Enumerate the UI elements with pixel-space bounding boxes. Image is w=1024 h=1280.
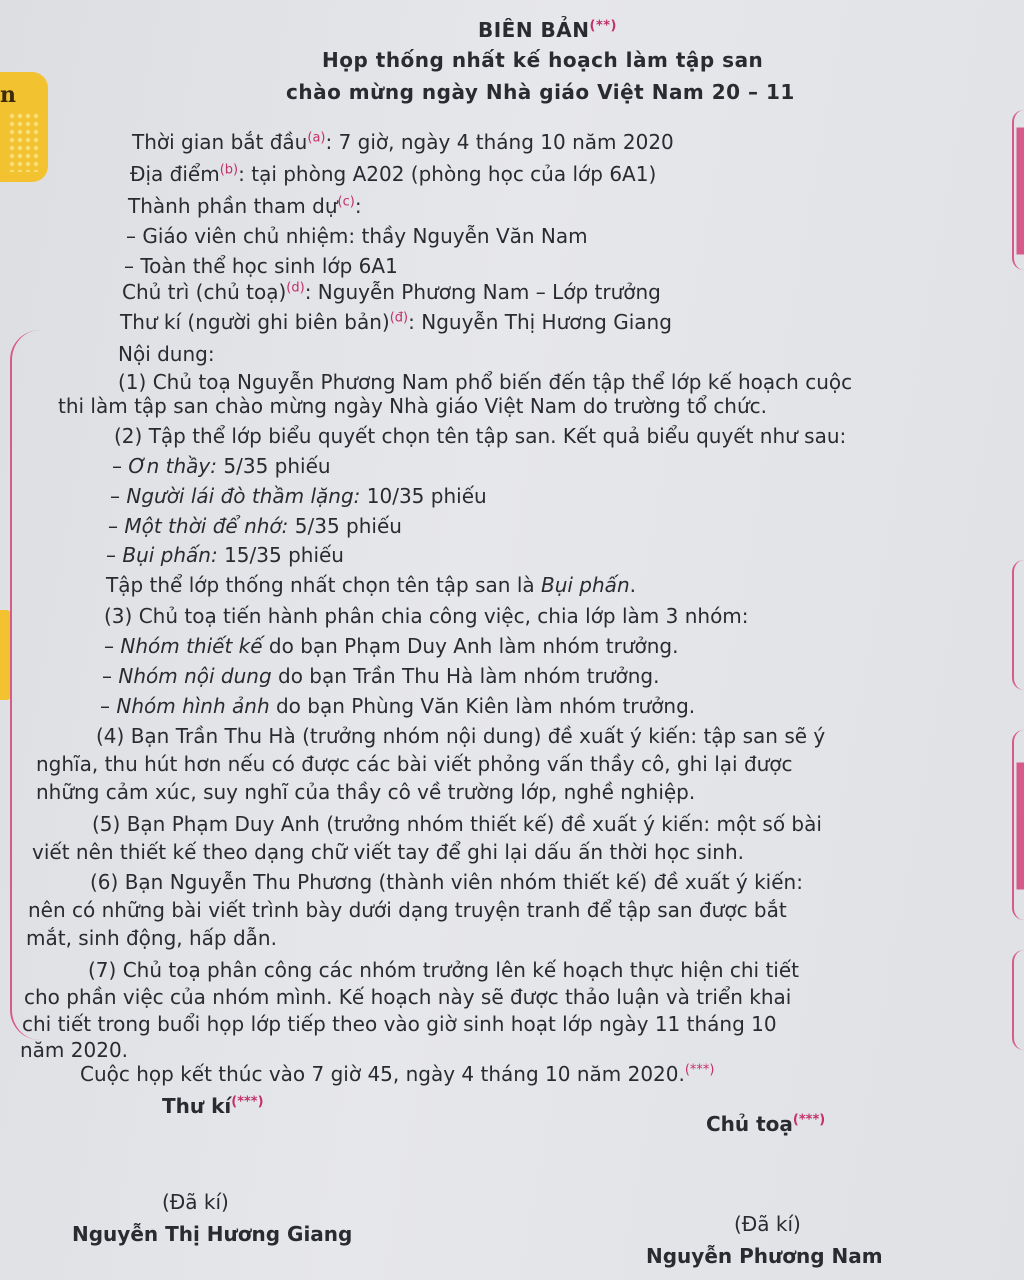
vote-result: 5/35 phiếu <box>294 514 402 538</box>
group-name: Nhóm thiết kế <box>120 634 263 658</box>
content-item-7-line: cho phần việc của nhóm mình. Kế hoạch này sẽ được thảo luận và triển khai <box>24 985 792 1009</box>
attendee-item: – Giáo viên chủ nhiệm: thầy Nguyễn Văn Nam <box>126 224 588 248</box>
attendees-heading <box>128 194 362 218</box>
content-item-7-line: năm 2020. <box>20 1038 129 1062</box>
document-subtitle-1: Họp thống nhất kế hoạch làm tập san <box>322 48 764 72</box>
vote-item <box>110 484 487 508</box>
group-item <box>104 634 678 658</box>
chapter-tab-letter: n <box>0 82 16 108</box>
meeting-secretary <box>120 310 672 334</box>
content-item-7-line: (7) Chủ toạ phân công các nhóm trưởng lên kế hoạch thực hiện chi tiết <box>88 958 799 982</box>
vote-name: Một thời để nhớ: <box>124 514 289 538</box>
meeting-time-label: Thời gian bắt đầu <box>132 130 308 154</box>
vote-item <box>108 514 402 538</box>
bullet-dash: – <box>112 454 122 478</box>
secretary-signature-title <box>162 1094 264 1118</box>
group-name: Nhóm nội dung <box>118 664 272 688</box>
vote-name: Người lái đò thầm lặng: <box>126 484 361 508</box>
meeting-place-value: : tại phòng A202 (phòng học của lớp 6A1) <box>238 162 657 186</box>
attendees-label: Thành phần tham dự <box>128 194 338 218</box>
content-item-5-line: (5) Bạn Phạm Duy Anh (trưởng nhóm thiết kế) đề xuất ý kiến: một số bài <box>92 812 822 836</box>
vote-result: 5/35 phiếu <box>223 454 331 478</box>
content-item-7-line: chi tiết trong buổi họp lớp tiếp theo vào giờ sinh hoạt lớp ngày 11 tháng 10 <box>22 1012 777 1036</box>
meeting-time-value: : 7 giờ, ngày 4 tháng 10 năm 2020 <box>325 130 674 154</box>
agreed-name-prefix: Tập thể lớp thống nhất chọn tên tập san là <box>106 573 541 597</box>
right-bracket-decoration <box>1012 110 1024 270</box>
footnote-mark: (a) <box>307 130 326 146</box>
agreed-journal-name: Bụi phấn <box>541 573 630 597</box>
bullet-dash: – <box>106 543 116 567</box>
bullet-dash: – <box>108 514 118 538</box>
vote-result: 15/35 phiếu <box>224 543 344 567</box>
footnote-mark: (***) <box>792 1112 826 1128</box>
document-title <box>478 18 617 42</box>
document-title-text: BIÊN BẢN <box>478 18 590 42</box>
chair-signature-title <box>706 1112 825 1136</box>
right-bracket-decoration <box>1012 730 1024 920</box>
vote-name: Ơn thầy: <box>128 454 218 478</box>
content-item-1-line: thi làm tập san chào mừng ngày Nhà giáo Việt Nam do trường tổ chức. <box>58 394 768 418</box>
agreed-name-line <box>106 573 636 597</box>
meeting-chair <box>122 280 661 304</box>
content-item-4-line: nghĩa, thu hút hơn nếu có được các bài viết phỏng vấn thầy cô, ghi lại được <box>36 752 793 776</box>
content-item-3-line: (3) Chủ toạ tiến hành phân chia công việc, chia lớp làm 3 nhóm: <box>104 604 749 628</box>
attendees-colon: : <box>354 194 362 218</box>
bullet-dash: – <box>110 484 120 508</box>
meeting-time <box>132 130 674 154</box>
meeting-end <box>80 1062 715 1086</box>
chair-name: Nguyễn Phương Nam <box>646 1244 883 1268</box>
group-name: Nhóm hình ảnh <box>116 694 270 718</box>
content-item-2-line: (2) Tập thể lớp biểu quyết chọn tên tập san. Kết quả biểu quyết như sau: <box>114 424 847 448</box>
group-leader: do bạn Trần Thu Hà làm nhóm trưởng. <box>271 664 660 688</box>
vote-item <box>106 543 344 567</box>
group-leader: do bạn Phùng Văn Kiên làm nhóm trưởng. <box>269 694 696 718</box>
footnote-mark: (d) <box>286 280 305 296</box>
agreed-name-suffix: . <box>629 573 636 597</box>
footnote-mark: (**) <box>589 18 617 34</box>
right-bracket-decoration <box>1012 560 1024 690</box>
attendee-item: – Toàn thể học sinh lớp 6A1 <box>124 254 398 278</box>
vote-item <box>112 454 331 478</box>
meeting-place <box>130 162 656 186</box>
meeting-chair-label: Chủ trì (chủ toạ) <box>122 280 287 304</box>
secretary-name: Nguyễn Thị Hương Giang <box>72 1222 353 1246</box>
group-leader: do bạn Phạm Duy Anh làm nhóm trưởng. <box>262 634 679 658</box>
chair-title-text: Chủ toạ <box>706 1112 793 1136</box>
footnote-mark: (đ) <box>389 310 409 326</box>
bullet-dash: – <box>104 634 114 658</box>
meeting-chair-value: : Nguyễn Phương Nam – Lớp trưởng <box>304 280 661 304</box>
content-item-4-line: những cảm xúc, suy nghĩ của thầy cô về trường lớp, nghề nghiệp. <box>36 780 696 804</box>
chapter-tab <box>0 72 48 182</box>
secretary-title-text: Thư kí <box>162 1094 232 1118</box>
meeting-secretary-label: Thư kí (người ghi biên bản) <box>120 310 390 334</box>
dot-pattern-icon <box>8 112 40 172</box>
vote-result: 10/35 phiếu <box>366 484 487 508</box>
footnote-mark: (c) <box>337 194 355 210</box>
content-heading: Nội dung: <box>118 342 215 366</box>
bullet-dash: – <box>102 664 112 688</box>
bullet-dash: – <box>100 694 110 718</box>
right-bracket-decoration <box>1012 950 1024 1050</box>
secretary-signed-note: (Đã kí) <box>162 1190 229 1214</box>
content-item-4-line: (4) Bạn Trần Thu Hà (trưởng nhóm nội dung) đề xuất ý kiến: tập san sẽ ý <box>96 724 826 748</box>
meeting-place-label: Địa điểm <box>130 162 220 186</box>
footnote-mark: (***) <box>231 1094 264 1110</box>
group-item <box>100 694 695 718</box>
meeting-secretary-value: : Nguyễn Thị Hương Giang <box>408 310 672 334</box>
vote-name: Bụi phấn: <box>122 543 218 567</box>
chair-signed-note: (Đã kí) <box>734 1212 801 1236</box>
content-item-6-line: nên có những bài viết trình bày dưới dạng truyện tranh để tập san được bắt <box>28 898 787 922</box>
meeting-end-text: Cuộc họp kết thúc vào 7 giờ 45, ngày 4 tháng 10 năm 2020. <box>80 1062 685 1086</box>
footnote-mark: (b) <box>219 162 239 178</box>
document-subtitle-2: chào mừng ngày Nhà giáo Việt Nam 20 – 11 <box>286 80 795 104</box>
content-item-6-line: mắt, sinh động, hấp dẫn. <box>26 926 277 950</box>
content-item-6-line: (6) Bạn Nguyễn Thu Phương (thành viên nhóm thiết kế) đề xuất ý kiến: <box>90 870 803 894</box>
footnote-mark: (***) <box>684 1062 715 1078</box>
content-item-1-line: (1) Chủ toạ Nguyễn Phương Nam phổ biến đến tập thể lớp kế hoạch cuộc <box>118 370 853 394</box>
content-item-5-line: viết nên thiết kế theo dạng chữ viết tay để ghi lại dấu ấn thời học sinh. <box>32 840 744 864</box>
group-item <box>102 664 659 688</box>
